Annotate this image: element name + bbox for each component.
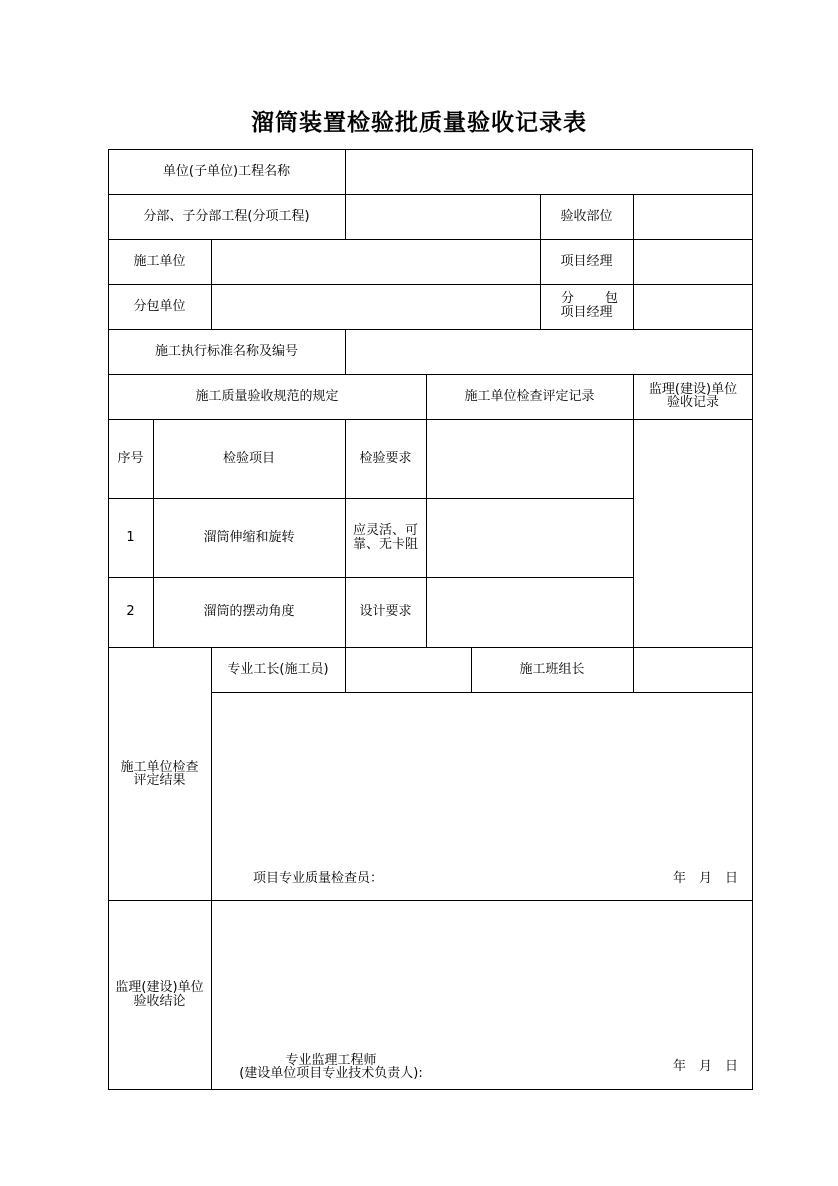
team-leader-field[interactable] [634, 648, 752, 692]
conclusion-label-line1: 监理(建设)单位 [115, 980, 204, 995]
row-1-record-field[interactable] [427, 499, 633, 577]
project-manager-label: 项目经理 [560, 254, 613, 269]
row-2-item: 溜筒的摆动角度 [203, 604, 295, 619]
result-label-line2: 评定结果 [133, 773, 186, 788]
result-date: 年 月 日 [673, 871, 739, 886]
project-manager-field[interactable] [634, 240, 752, 284]
sub-manager-char-right: 包 [605, 291, 619, 306]
team-leader-label: 施工班组长 [519, 662, 585, 677]
supervision-label-line1: 监理(建设)单位 [648, 382, 738, 397]
record-cell-header[interactable] [427, 420, 633, 498]
supervision-record-field[interactable] [634, 375, 752, 647]
sub-project-label: 分部、子分部工程(分项工程) [143, 209, 310, 224]
project-name-field[interactable] [346, 150, 752, 194]
row-1-req-line2: 靠、无卡阻 [352, 537, 418, 552]
acceptance-part-field[interactable] [634, 195, 752, 239]
construction-unit-label: 施工单位 [133, 254, 186, 269]
sub-manager-field[interactable] [634, 285, 752, 329]
conclusion-label-line2: 验收结论 [133, 994, 186, 1009]
sub-project-field[interactable] [346, 195, 540, 239]
foreman-label: 专业工长(施工员) [227, 662, 329, 677]
standard-label: 施工执行标准名称及编号 [154, 344, 298, 359]
sub-manager-char-left: 分 [561, 291, 575, 306]
col-no-header: 序号 [117, 451, 144, 466]
page-title: 溜筒装置检验批质量验收记录表 [251, 110, 587, 136]
inspector-label: 项目专业质量检查员： [253, 871, 384, 886]
result-label-line1: 施工单位检查 [120, 760, 199, 775]
standard-field[interactable] [346, 330, 752, 374]
record-label: 施工单位检查评定记录 [464, 389, 595, 404]
row-1-no: 1 [126, 530, 135, 545]
project-name-label: 单位(子单位)工程名称 [162, 164, 291, 179]
col-item-header: 检验项目 [222, 451, 275, 466]
subcontract-unit-field[interactable] [212, 285, 540, 329]
inspection-form-table [108, 149, 753, 1090]
row-1-item: 溜筒伸缩和旋转 [203, 530, 295, 545]
subcontract-unit-label: 分包单位 [133, 299, 186, 314]
engineer-label-line2: (建设单位项目专业技术负责人): [239, 1066, 423, 1081]
acceptance-part-label: 验收部位 [560, 209, 613, 224]
row-1-req-line1: 应灵活、可 [352, 523, 418, 538]
sub-manager-label: 项目经理 [560, 305, 613, 320]
conclusion-content-field[interactable] [212, 901, 752, 1041]
col-req-header: 检验要求 [359, 451, 412, 466]
engineer-label-line1: 专业监理工程师 [285, 1053, 377, 1068]
result-content-field[interactable] [212, 693, 752, 863]
construction-unit-field[interactable] [212, 240, 540, 284]
supervision-label-line2: 验收记录 [666, 395, 719, 410]
row-2-no: 2 [126, 604, 135, 619]
row-2-req: 设计要求 [359, 604, 412, 619]
conclusion-date: 年 月 日 [673, 1059, 739, 1074]
foreman-field[interactable] [346, 648, 471, 692]
spec-label: 施工质量验收规范的规定 [195, 389, 339, 404]
row-2-record-field[interactable] [427, 578, 633, 647]
